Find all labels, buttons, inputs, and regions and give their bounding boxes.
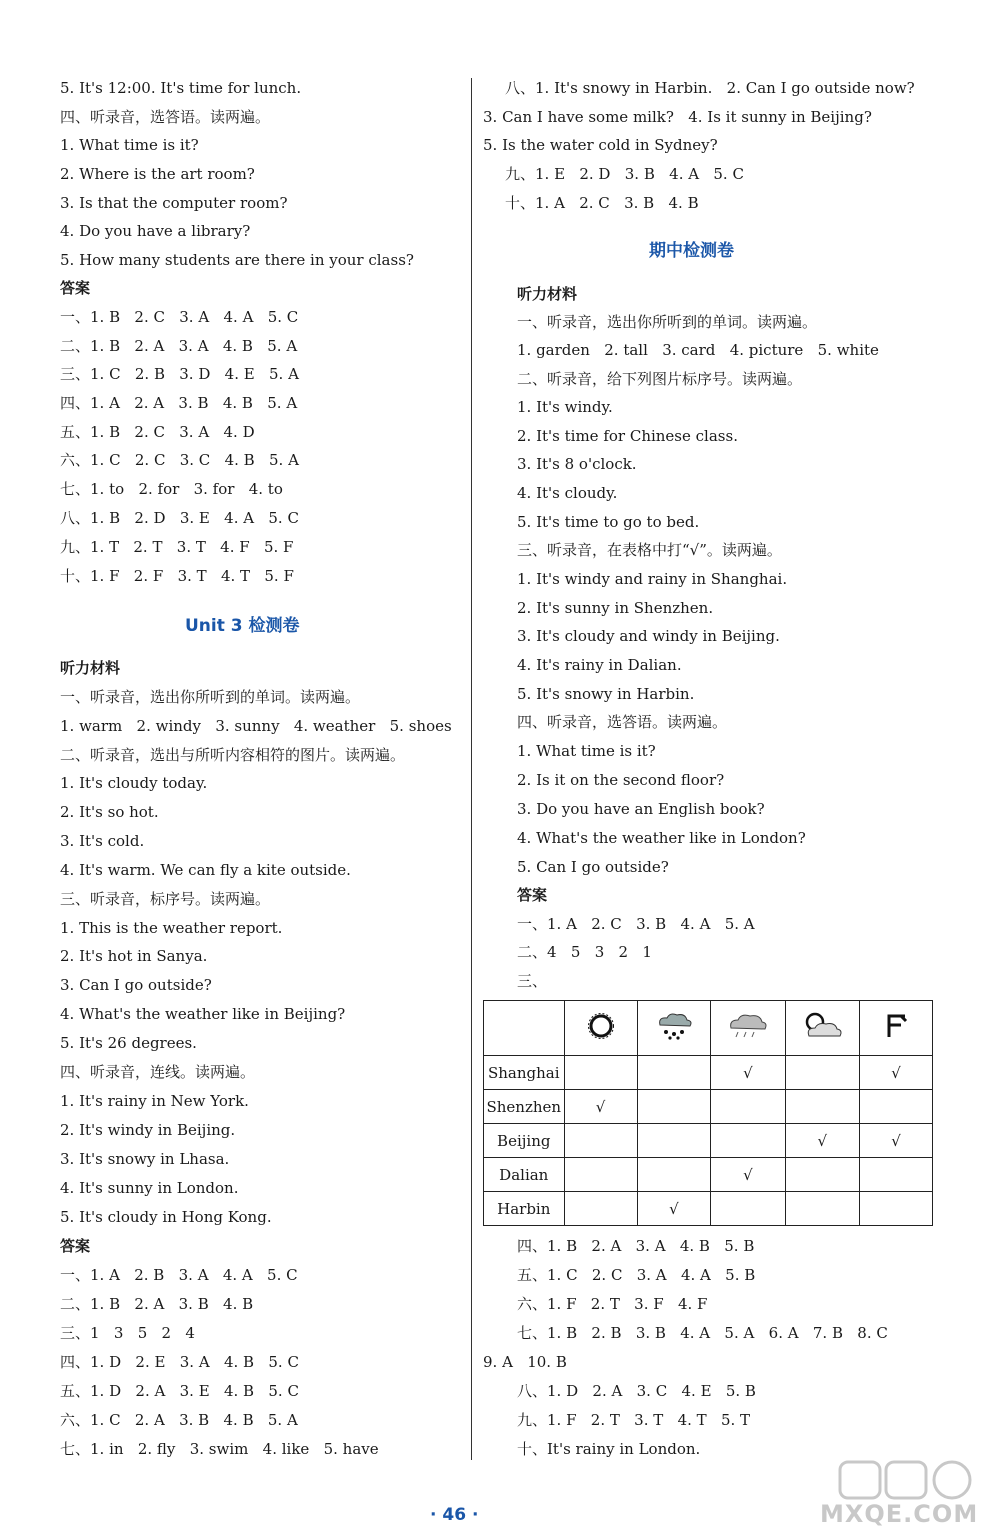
answer-line: 四、1. A 2. A 3. B 4. B 5. A xyxy=(60,394,298,412)
text-line: 3. Do you have an English book? xyxy=(517,800,765,818)
table-row xyxy=(484,1192,933,1226)
check-cell xyxy=(637,1056,711,1090)
text-line: 2. It's hot in Sanya. xyxy=(60,947,208,965)
answer-line: 二、4 5 3 2 1 xyxy=(517,943,652,961)
check-mark: √ xyxy=(859,1124,932,1158)
table-row xyxy=(484,1158,933,1192)
text-line: 1. It's windy. xyxy=(517,398,613,416)
watermark-logo xyxy=(820,1460,995,1530)
answer-line: 八、1. B 2. D 3. E 4. A 5. C xyxy=(60,509,299,527)
check-cell xyxy=(564,1056,637,1090)
table-row xyxy=(484,1090,933,1124)
text-line: 5. It's snowy in Harbin. xyxy=(517,685,695,703)
answer-line: 七、1. in 2. fly 3. swim 4. like 5. have xyxy=(60,1440,379,1458)
text-line: 5. Can I go outside? xyxy=(517,858,669,876)
text-line: 5. It's time to go to bed. xyxy=(517,513,700,531)
answer-line: 三、1 3 5 2 4 xyxy=(60,1324,195,1342)
text-line: 4. It's cloudy. xyxy=(517,484,618,502)
check-mark: √ xyxy=(564,1090,637,1124)
check-cell xyxy=(859,1158,932,1192)
text-line: 4. What's the weather like in Beijing? xyxy=(60,1005,346,1023)
city-cell: Harbin xyxy=(484,1192,565,1226)
check-cell xyxy=(711,1090,785,1124)
table-corner-cell xyxy=(484,1001,565,1056)
text-line: 八、1. It's snowy in Harbin. 2. Can I go outside now? xyxy=(505,79,915,97)
answers-label: 答案 xyxy=(60,279,91,297)
text-line: 5. Is the water cold in Sydney? xyxy=(483,136,718,154)
answer-line: 六、1. C 2. C 3. C 4. B 5. A xyxy=(60,451,299,469)
table-row xyxy=(484,1124,933,1158)
city-cell: Shenzhen xyxy=(484,1090,565,1124)
sunny-icon xyxy=(564,1001,637,1056)
check-mark: √ xyxy=(711,1158,785,1192)
answer-line: 一、1. A 2. B 3. A 4. A 5. C xyxy=(60,1266,298,1284)
text-line: 3. Is that the computer room? xyxy=(60,194,288,212)
text-line: 5. It's 26 degrees. xyxy=(60,1034,197,1052)
text-line: 四、听录音，连线。读两遍。 xyxy=(60,1063,256,1081)
check-mark: √ xyxy=(785,1124,859,1158)
city-cell: Shanghai xyxy=(484,1056,565,1090)
answer-line: 四、1. B 2. A 3. A 4. B 5. B xyxy=(517,1237,755,1255)
check-cell xyxy=(564,1124,637,1158)
answer-line: 五、1. C 2. C 3. A 4. A 5. B xyxy=(517,1266,756,1284)
answer-line: 十、1. A 2. C 3. B 4. B xyxy=(505,194,699,212)
text-line: 1. It's rainy in New York. xyxy=(60,1092,249,1110)
answer-line: 六、1. F 2. T 3. F 4. F xyxy=(517,1295,708,1313)
text-line: 4. It's warm. We can fly a kite outside. xyxy=(60,861,351,879)
check-cell xyxy=(785,1158,859,1192)
text-line: 3. It's cold. xyxy=(60,832,145,850)
check-cell xyxy=(637,1124,711,1158)
check-cell xyxy=(711,1124,785,1158)
answer-line: 一、1. A 2. C 3. B 4. A 5. A xyxy=(517,915,755,933)
answer-line: 七、1. B 2. B 3. B 4. A 5. A 6. A 7. B 8. C xyxy=(517,1324,888,1342)
answer-line: 五、1. D 2. A 3. E 4. B 5. C xyxy=(60,1382,299,1400)
text-line: 2. Is it on the second floor? xyxy=(517,771,725,789)
text-line: 1. This is the weather report. xyxy=(60,919,283,937)
answer-line: 9. A 10. B xyxy=(483,1353,567,1371)
check-cell xyxy=(564,1192,637,1226)
listening-material-label: 听力材料 xyxy=(60,659,121,677)
text-line: 3. Can I go outside? xyxy=(60,976,212,994)
city-cell: Beijing xyxy=(484,1124,565,1158)
windy-icon xyxy=(859,1001,932,1056)
text-line: 1. What time is it? xyxy=(517,742,656,760)
check-cell xyxy=(637,1158,711,1192)
text-line: 2. It's so hot. xyxy=(60,803,159,821)
text-line: 四、听录音，选答语。读两遍。 xyxy=(60,108,271,126)
answers-label: 答案 xyxy=(517,886,548,904)
answer-line: 三、1. C 2. B 3. D 4. E 5. A xyxy=(60,365,299,383)
answer-line: 七、1. to 2. for 3. for 4. to xyxy=(60,480,283,498)
midterm-heading: 期中检测卷 xyxy=(649,241,734,261)
check-cell xyxy=(785,1192,859,1226)
check-mark: √ xyxy=(637,1192,711,1226)
text-line: 四、听录音，选答语。读两遍。 xyxy=(517,713,728,731)
answer-line: 二、1. B 2. A 3. A 4. B 5. A xyxy=(60,337,298,355)
listening-material-label: 听力材料 xyxy=(517,285,578,303)
answer-line: 八、1. D 2. A 3. C 4. E 5. B xyxy=(517,1382,756,1400)
answer-line: 十、It's rainy in London. xyxy=(517,1440,701,1458)
text-line: 4. Do you have a library? xyxy=(60,222,251,240)
column-divider xyxy=(471,78,472,1460)
text-line: 一、听录音，选出你所听到的单词。读两遍。 xyxy=(517,313,818,331)
cloudy-icon xyxy=(785,1001,859,1056)
check-mark: √ xyxy=(859,1056,932,1090)
city-cell: Dalian xyxy=(484,1158,565,1192)
answers-label: 答案 xyxy=(60,1237,91,1255)
check-cell xyxy=(785,1090,859,1124)
check-mark: √ xyxy=(711,1056,785,1090)
text-line: 二、听录音，选出与所听内容相符的图片。读两遍。 xyxy=(60,746,406,764)
text-line: 4. It's rainy in Dalian. xyxy=(517,656,682,674)
check-cell xyxy=(637,1090,711,1124)
answer-line: 三、 xyxy=(517,972,548,990)
snowy-icon xyxy=(637,1001,711,1056)
watermark-badge-icon xyxy=(820,1460,995,1502)
check-cell xyxy=(711,1192,785,1226)
text-line: 2. Where is the art room? xyxy=(60,165,255,183)
check-cell xyxy=(859,1090,932,1124)
text-line: 二、听录音，给下列图片标序号。读两遍。 xyxy=(517,370,803,388)
text-line: 1. It's cloudy today. xyxy=(60,774,208,792)
answer-line: 十、1. F 2. F 3. T 4. T 5. F xyxy=(60,567,294,585)
text-line: 3. It's 8 o'clock. xyxy=(517,455,637,473)
text-line: 3. It's snowy in Lhasa. xyxy=(60,1150,230,1168)
unit3-heading: Unit 3 检测卷 xyxy=(185,616,300,636)
check-cell xyxy=(785,1056,859,1090)
text-line: 3. Can I have some milk? 4. Is it sunny in Beijing? xyxy=(483,108,872,126)
weather-check-table xyxy=(483,1000,933,1226)
table-header-row xyxy=(484,1001,933,1056)
answer-line: 九、1. F 2. T 3. T 4. T 5. T xyxy=(517,1411,751,1429)
answer-line: 二、1. B 2. A 3. B 4. B xyxy=(60,1295,254,1313)
table-row xyxy=(484,1056,933,1090)
text-line: 5. How many students are there in your class? xyxy=(60,251,414,269)
text-line: 2. It's time for Chinese class. xyxy=(517,427,738,445)
answer-line: 九、1. E 2. D 3. B 4. A 5. C xyxy=(505,165,744,183)
answer-line: 四、1. D 2. E 3. A 4. B 5. C xyxy=(60,1353,299,1371)
text-line: 三、听录音，标序号。读两遍。 xyxy=(60,890,271,908)
watermark-text: MXQE.COM xyxy=(820,1500,979,1528)
text-line: 1. garden 2. tall 3. card 4. picture 5. white xyxy=(517,341,879,359)
text-line: 2. It's windy in Beijing. xyxy=(60,1121,236,1139)
answer-line: 五、1. B 2. C 3. A 4. D xyxy=(60,423,255,441)
text-line: 1. What time is it? xyxy=(60,136,199,154)
text-line: 三、听录音，在表格中打“√”。读两遍。 xyxy=(517,541,782,559)
answer-line: 一、1. B 2. C 3. A 4. A 5. C xyxy=(60,308,299,326)
text-line: 一、听录音，选出你所听到的单词。读两遍。 xyxy=(60,688,361,706)
text-line: 4. What's the weather like in London? xyxy=(517,829,806,847)
text-line: 3. It's cloudy and windy in Beijing. xyxy=(517,627,780,645)
answer-line: 六、1. C 2. A 3. B 4. B 5. A xyxy=(60,1411,298,1429)
text-line: 1. It's windy and rainy in Shanghai. xyxy=(517,570,788,588)
text-line: 4. It's sunny in London. xyxy=(60,1179,239,1197)
text-line: 2. It's sunny in Shenzhen. xyxy=(517,599,714,617)
check-cell xyxy=(859,1192,932,1226)
text-line: 5. It's cloudy in Hong Kong. xyxy=(60,1208,272,1226)
page-number: · 46 · xyxy=(430,1505,479,1525)
text-line: 5. It's 12:00. It's time for lunch. xyxy=(60,79,302,97)
answer-line: 九、1. T 2. T 3. T 4. F 5. F xyxy=(60,538,294,556)
rainy-icon xyxy=(711,1001,785,1056)
text-line: 1. warm 2. windy 3. sunny 4. weather 5. shoes xyxy=(60,717,452,735)
check-cell xyxy=(564,1158,637,1192)
